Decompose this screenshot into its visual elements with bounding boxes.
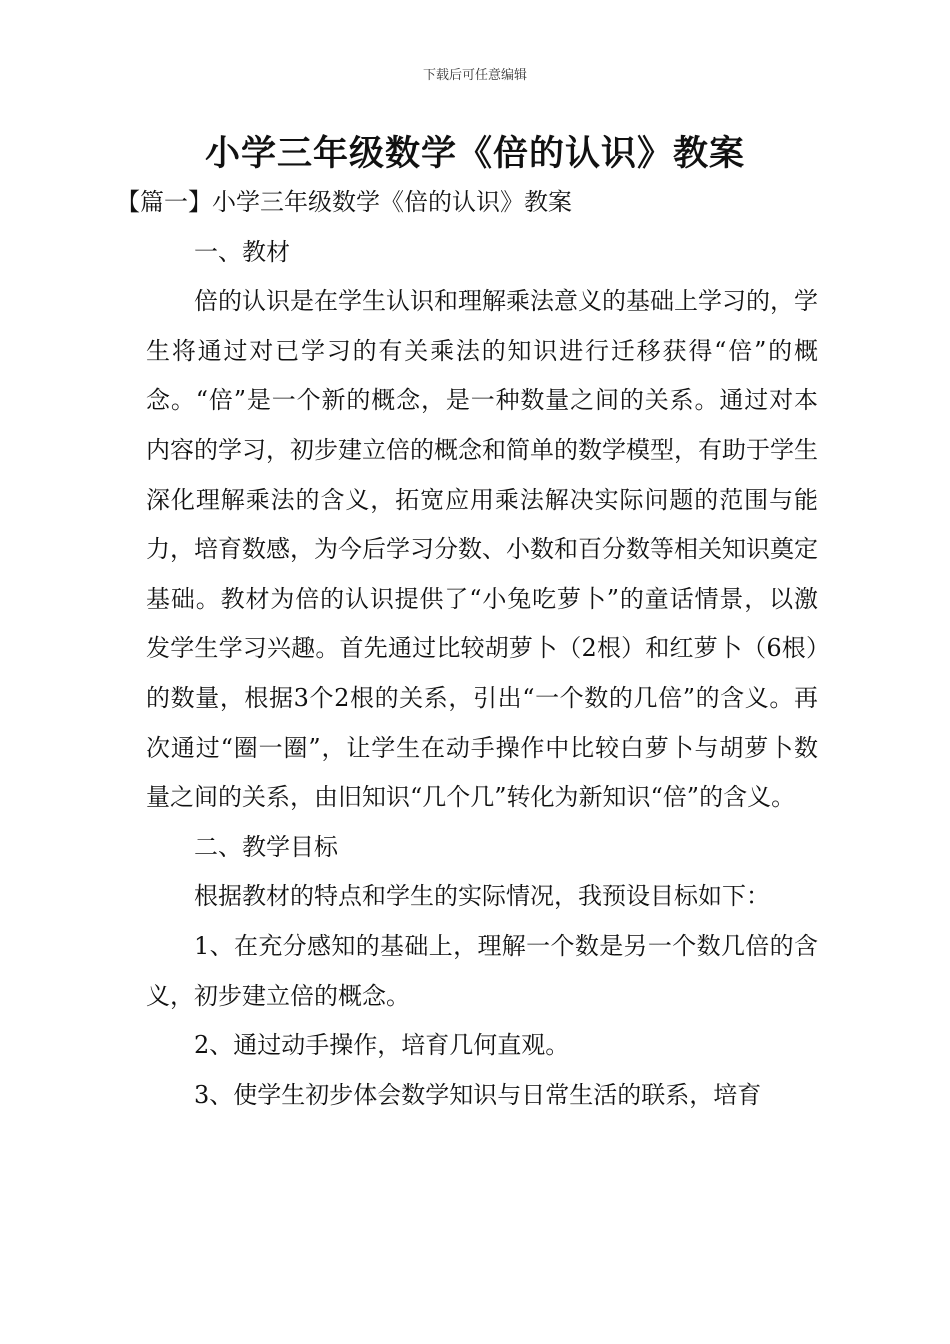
document-title: 小学三年级数学《倍的认识》教案 xyxy=(204,133,745,174)
paragraph-goals-intro: 根据教材的特点和学生的实际情况，我预设目标如下： xyxy=(194,882,770,911)
paragraph-textbook: 倍的认识是在学生认识和理解乘法意义的基础上学习的，学生将通过对已学习的有关乘法的知识进行迁移获得“倍”的概念。“倍”是一个新的概念，是一种数量之间的关系。通过对本内容的学习，初步建立倍的概念和简单的数学模型，有助于学生深化理解乘法的含义，拓宽应用乘法解决实际问题的范围与能力，培育数感，为今后学习分数、小数和百分数等相关知识奠定基础。教材为倍的认识提供了“小兔吃萝卜”的童话情景，以激发学生学习兴趣。首先通过比较胡萝卜（2根）和红萝卜（6根）的数量，根据3个2根的关系，引出“一个数的几倍”的含义。再次通过“圈一圈”，让学生在动手操作中比较白萝卜与胡萝卜数量之间的关系，由旧知识“几个几”转化为新知识“倍”的含义。 xyxy=(146,287,818,812)
section-heading: 【篇一】小学三年级数学《倍的认识》教案 xyxy=(116,188,572,216)
heading-textbook: 一、教材 xyxy=(194,237,290,266)
goal-item-1: 1、在充分感知的基础上，理解一个数是另一个数几倍的含义，初步建立倍的概念。 xyxy=(146,931,818,1010)
heading-goals: 二、教学目标 xyxy=(194,832,338,861)
header-note: 下载后可任意编辑 xyxy=(422,68,527,83)
document-body xyxy=(116,178,818,1120)
goal-item-2: 2、通过动手操作，培育几何直观。 xyxy=(194,1031,570,1060)
goal-item-3: 3、使学生初步体会数学知识与日常生活的联系，培育 xyxy=(194,1080,762,1109)
